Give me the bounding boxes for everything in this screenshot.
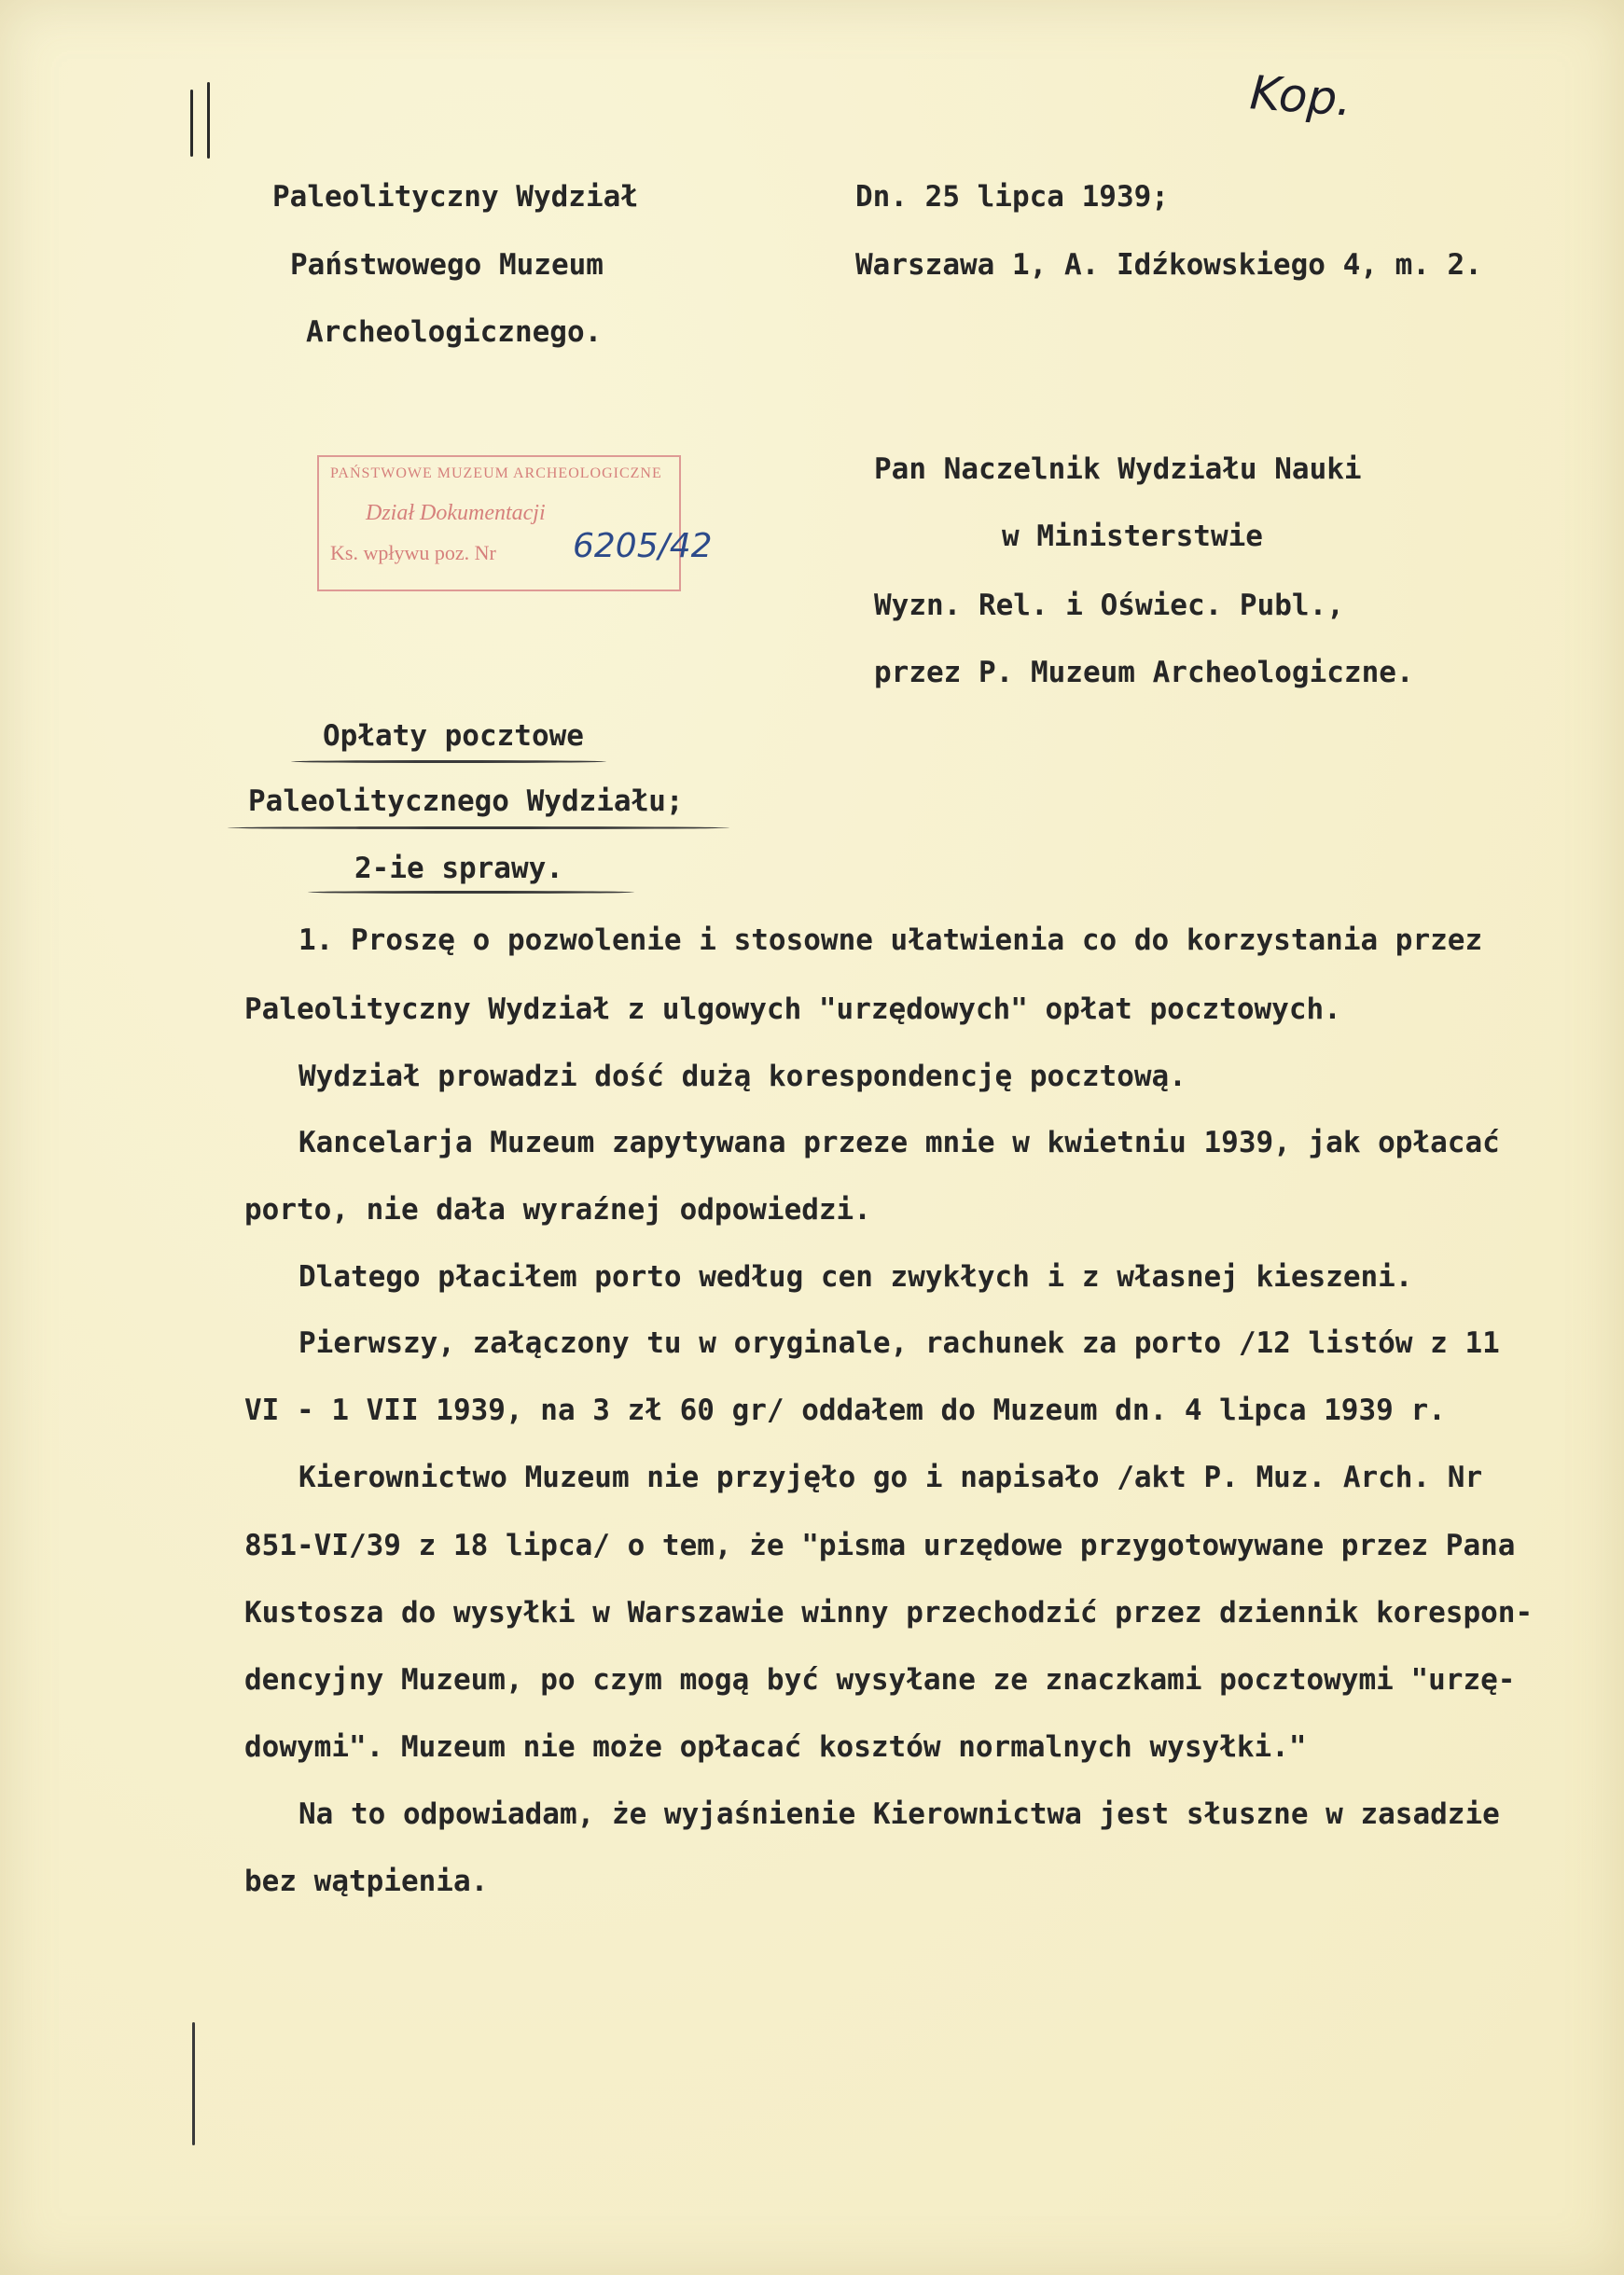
sender-line-2: Państwowego Muzeum	[290, 248, 604, 282]
subject-underline-1	[291, 760, 606, 763]
body-line-3: Wydział prowadzi dość dużą korespondencję pocztową.	[298, 1060, 1187, 1093]
recipient-line-1: Pan Naczelnik Wydziału Nauki	[874, 452, 1362, 486]
registration-stamp	[317, 455, 713, 593]
subject-line-3: 2-ie sprawy.	[354, 852, 563, 885]
body-line-14: Na to odpowiadam, że wyjaśnienie Kierownictwa jest słuszne w zasadzie	[298, 1797, 1500, 1831]
stamp-line-3: Ks. wpływu poz. Nr	[330, 541, 496, 564]
body-line-12: dencyjny Muzeum, po czym mogą być wysyłane ze znaczkami pocztowymi "urzę-	[244, 1663, 1516, 1697]
body-line-9: Kierownictwo Muzeum nie przyjęło go i napisało /akt P. Muz. Arch. Nr	[298, 1461, 1483, 1494]
body-line-7: Pierwszy, załączony tu w oryginale, rachunek za porto /12 listów z 11	[298, 1326, 1500, 1360]
body-line-6: Dlatego płaciłem porto według cen zwykłych i z własnej kieszeni.	[298, 1260, 1413, 1294]
body-line-13: dowymi". Muzeum nie może opłacać kosztów normalnych wysyłki."	[244, 1730, 1307, 1764]
sender-line-1: Paleolityczny Wydział	[272, 180, 638, 214]
margin-mark-bottom-left	[192, 2022, 195, 2145]
body-line-11: Kustosza do wysyłki w Warszawie winny przechodzić przez dziennik korespon-	[244, 1596, 1534, 1630]
handwritten-annotation: Kop.	[1248, 65, 1354, 127]
stamp-line-2: Dział Dokumentacji	[366, 501, 546, 525]
recipient-line-2: w Ministerstwie	[1002, 520, 1263, 553]
recipient-line-3: Wyzn. Rel. i Oświec. Publ.,	[874, 589, 1344, 622]
margin-mark-top-left	[190, 90, 193, 157]
recipient-line-4: przez P. Muzeum Archeologiczne.	[874, 656, 1414, 689]
body-line-15: bez wątpienia.	[244, 1865, 489, 1898]
subject-line-2: Paleolitycznego Wydziału;	[248, 784, 684, 818]
date-line: Dn. 25 lipca 1939;	[855, 180, 1169, 214]
body-line-5: porto, nie dała wyraźnej odpowiedzi.	[244, 1193, 871, 1227]
body-line-8: VI - 1 VII 1939, na 3 zł 60 gr/ oddałem do Muzeum dn. 4 lipca 1939 r.	[244, 1394, 1446, 1427]
stamp-line-1: PAŃSTWOWE MUZEUM ARCHEOLOGICZNE	[330, 465, 662, 481]
body-line-1: 1. Proszę o pozwolenie i stosowne ułatwienia co do korzystania przez	[298, 923, 1483, 957]
address-line: Warszawa 1, A. Idźkowskiego 4, m. 2.	[855, 248, 1482, 282]
body-line-2: Paleolityczny Wydział z ulgowych "urzędowych" opłat pocztowych.	[244, 992, 1341, 1026]
margin-mark-top-right	[207, 82, 210, 159]
subject-underline-3	[308, 891, 634, 894]
body-line-4: Kancelarja Muzeum zapytywana przeze mnie w kwietniu 1939, jak opłacać	[298, 1126, 1500, 1159]
body-line-10: 851-VI/39 z 18 lipca/ o tem, że "pisma urzędowe przygotowywane przez Pana	[244, 1529, 1516, 1562]
subject-underline-2	[228, 826, 729, 829]
subject-line-1: Opłaty pocztowe	[323, 719, 584, 753]
stamp-registration-number: 6205/42	[573, 527, 713, 565]
sender-line-3: Archeologicznego.	[306, 315, 603, 349]
